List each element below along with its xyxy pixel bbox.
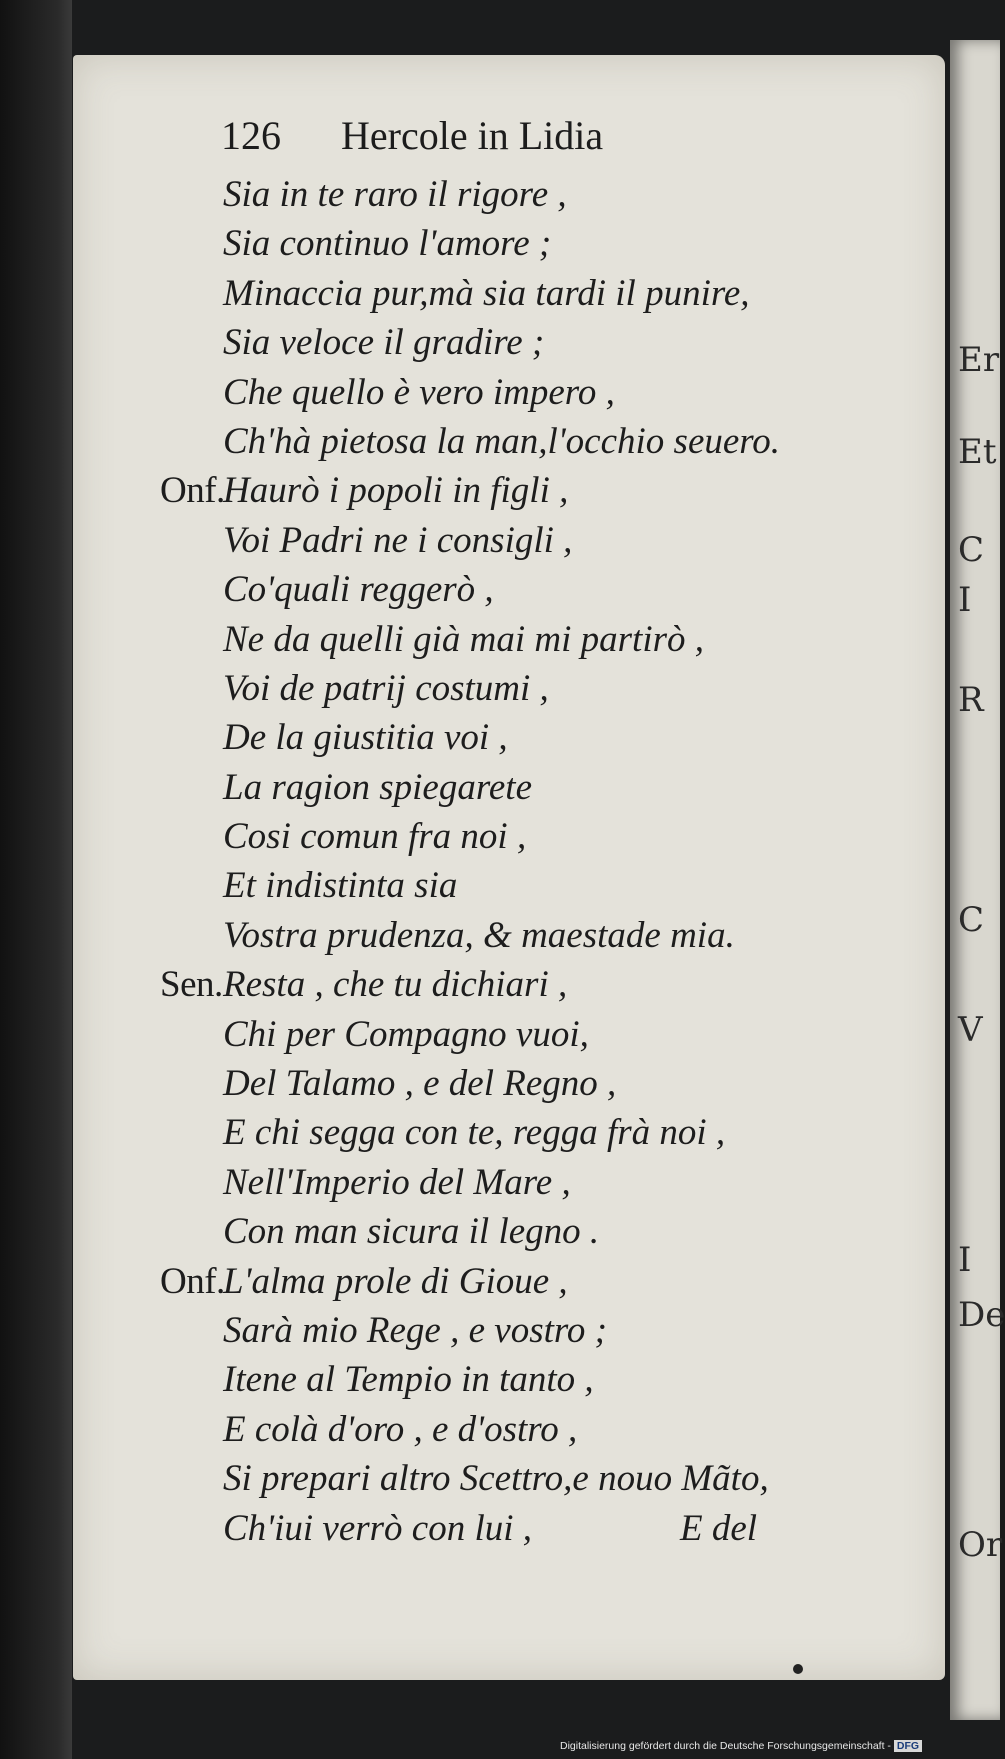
verse-line-text: Itene al Tempio in tanto , [223,1359,594,1401]
verse-line [160,763,860,812]
verse-line [160,170,860,219]
verse-line [160,1257,860,1306]
verse-line-text: De la giustitia voi , [223,717,508,759]
verse-line-text: La ragion spiegarete [223,766,533,808]
verse-line-text: Chi per Compagno vuoi, [223,1013,589,1055]
verse-line-text: Resta , che tu dichiari , [223,964,568,1006]
verse-line [160,368,860,417]
speaker-label: Onf. [160,470,225,512]
adjacent-page-fragment: I [958,580,972,620]
verse-line [160,960,860,1009]
verse-line-text: Del Talamo , e del Regno , [223,1063,617,1105]
dfg-logo: DFG [894,1740,922,1752]
verse-line [160,466,860,515]
verse-line [160,1405,860,1454]
verse-line-text: Sia veloce il gradire ; [223,322,545,364]
adjacent-page-fragment: Er [958,340,1000,380]
verse-line-text: Sia in te raro il rigore , [223,174,567,215]
verse-line-text: Si prepari altro Scettro,e nouo Mãto, [223,1458,769,1500]
verse-line [160,911,860,960]
verse-line-text: Et indistinta sia [223,865,458,907]
page-number: 126 [221,113,281,158]
verse-line [160,318,860,367]
ink-spot [793,1664,803,1674]
verse-line [160,219,860,268]
verse-line [160,565,860,614]
verse-line-text: L'alma prole di Gioue , [223,1260,568,1302]
verse-line [160,417,860,466]
verse-line-text: Voi de patrij costumi , [223,667,549,709]
book-binding [0,0,72,1759]
verse-line [160,1059,860,1108]
catchword: E del [680,1507,758,1549]
adjacent-page-fragment: R [958,680,984,720]
verse-line-text: Vostra prudenza, & maestade mia. [223,914,735,956]
running-title: Hercole in Lidia [341,113,604,158]
adjacent-page-fragment: Et [958,432,997,472]
verse-line-text: Nell'Imperio del Mare , [223,1161,571,1203]
verse-line-text: Minaccia pur,mà sia tardi il punire, [223,272,750,314]
verse-line [160,1355,860,1404]
verse-line [160,269,860,318]
verse-line [160,1454,860,1503]
speaker-label: Onf. [160,1260,225,1302]
verse-line-text: Co'quali reggerò , [223,569,494,611]
adjacent-page-fragment: C [958,530,985,570]
adjacent-page-fragment: I [958,1240,972,1280]
verse-line-text: Che quello è vero impero , [223,371,615,413]
verse-line [160,1504,860,1553]
verse-line-text: E chi segga con te, regga frà noi , [223,1112,726,1154]
verse-line-text: E colà d'oro , e d'ostro , [223,1408,578,1450]
verse-line [160,664,860,713]
adjacent-page-fragment: C [958,900,985,940]
verse-line-text: Ch'iui verrò con lui , [223,1507,533,1549]
verse-line [160,1306,860,1355]
verse-line-text: Haurò i popoli in figli , [223,470,569,512]
footer-credit-text: Digitalisierung gefördert durch die Deutsche Forschungsgemeinschaft - [560,1740,891,1752]
verse-line-text: Ch'hà pietosa la man,l'occhio seuero. [223,420,781,462]
verse-line [160,1108,860,1157]
verse-line [160,812,860,861]
running-header [221,112,603,159]
verse-text [160,170,860,1553]
verse-line-text: Sia continuo l'amore ; [223,223,552,265]
adjacent-page-fragment: V [958,1010,983,1050]
verse-line [160,1010,860,1059]
adjacent-page-fragment: Or [958,1525,1003,1565]
verse-line-text: Voi Padri ne i consigli , [223,519,573,561]
verse-line [160,713,860,762]
adjacent-page-fragment: De [958,1295,1005,1335]
verse-line-text: Con man sicura il legno . [223,1211,600,1253]
verse-line [160,861,860,910]
footer-credit [560,1740,922,1752]
verse-line [160,1207,860,1256]
verse-line [160,1158,860,1207]
verse-line-text: Cosi comun fra noi , [223,816,527,858]
verse-line-text: Ne da quelli già mai mi partirò , [223,618,704,660]
verse-line-text: Sarà mio Rege , e vostro ; [223,1309,607,1351]
adjacent-page [950,40,1005,1720]
speaker-label: Sen. [160,964,223,1006]
verse-line [160,516,860,565]
verse-line [160,615,860,664]
